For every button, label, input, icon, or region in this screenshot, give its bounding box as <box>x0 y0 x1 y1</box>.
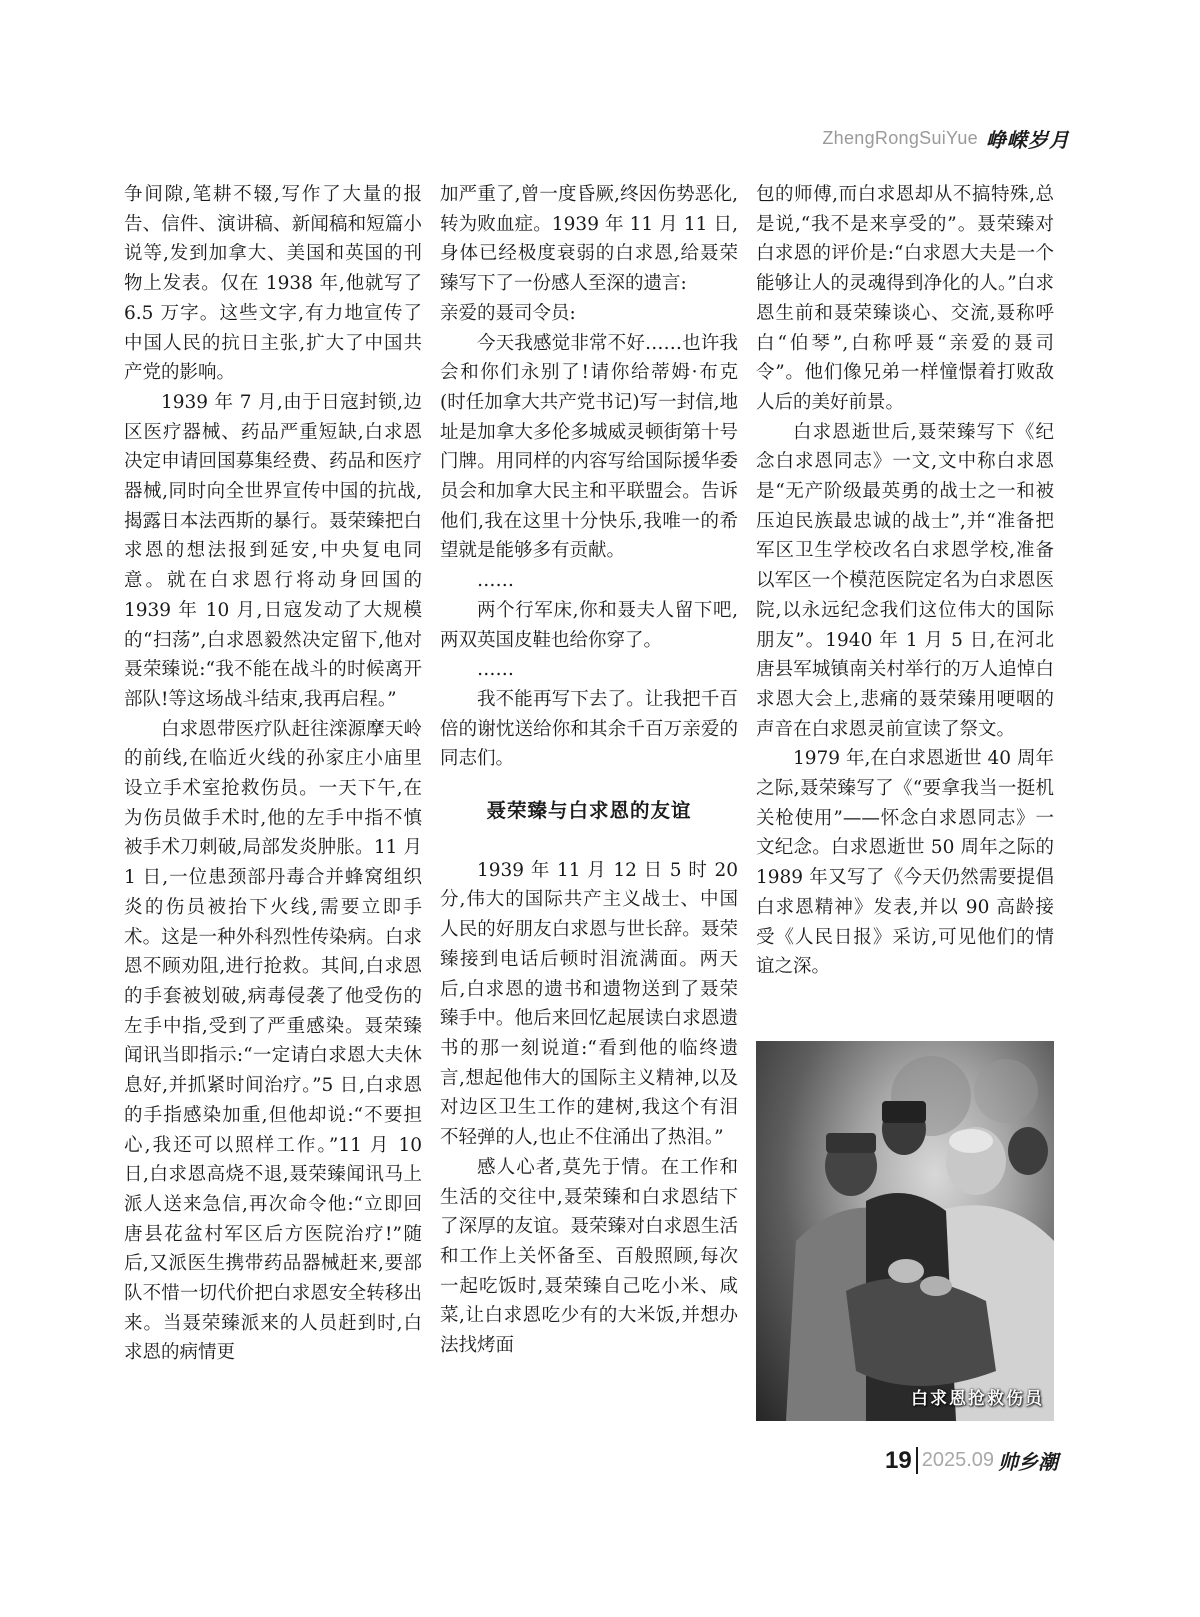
letter-ellipsis: …… <box>477 570 514 592</box>
paragraph: 1939 年 7 月,由于日寇封锁,边区医疗器械、药品严重短缺,白求恩决定申请回国募集经费、药品和医疗器械,同时向全世界宣传中国的抗战,揭露日本法西斯的暴行。聂荣臻把白求恩的想法报到延安,中央复电同意。就在白求恩行将动身回国的 1939 年 10 月,日寇发动了大规模的“扫荡”,白求恩毅然决定留下,他对聂荣臻说:“我不能在战斗的时候离开部队!等这场战斗结束,我再启程。” <box>124 391 422 710</box>
article-column-2 <box>440 180 738 1361</box>
paragraph: 1939 年 11 月 12 日 5 时 20 分,伟大的国际共产主义战士、中国人民的好朋友白求恩与世长辞。聂荣臻接到电话后顿时泪流满面。两天后,白求恩的遗书和遗物送到了聂荣臻手中。他后来回忆起展读白求恩遗书的那一刻说道:“看到他的临终遗言,想起他伟大的国际主义精神,以及对边区卫生工作的建树,我这个有泪不轻弹的人,也止不住涌出了热泪。” <box>440 859 738 1149</box>
magazine-logo: 帅乡潮 <box>998 1450 1058 1474</box>
photo-caption: 白求恩抢救伤员 <box>911 1389 1044 1409</box>
photo-illustration <box>756 1041 1054 1421</box>
issue-date: 2025.09 <box>921 1449 994 1471</box>
paragraph: 包的师傅,而白求恩却从不搞特殊,总是说,“我不是来享受的”。聂荣臻对白求恩的评价是:“白求恩大夫是一个能够让人的灵魂得到净化的人。”白求恩生前和聂荣臻谈心、交流,聂称呼白“伯琴”,白称呼聂“亲爱的聂司令”。他们像兄弟一样憧憬着打败敌人后的美好前景。 <box>756 184 1054 413</box>
paragraph: 加严重了,曾一度昏厥,终因伤势恶化,转为败血症。1939 年 11 月 11 日,身体已经极度衰弱的白求恩,给聂荣臻写下了一份感人至深的遗言: <box>440 184 738 295</box>
letter-paragraph: 两个行军床,你和聂夫人留下吧,两双英国皮鞋也给你穿了。 <box>440 599 738 651</box>
paragraph: 1979 年,在白求恩逝世 40 周年之际,聂荣臻写了《“要拿我当一挺机关枪使用”——怀念白求恩同志》一文纪念。白求恩逝世 50 周年之际的 1989 年又写了《今天仍然需要提倡白求恩精神》发表,并以 90 高龄接受《人民日报》采访,可见他们的情谊之深。 <box>756 748 1054 978</box>
article-column-1 <box>124 180 422 1368</box>
letter-salutation: 亲爱的聂司令员: <box>440 302 576 324</box>
page-number: 19 <box>885 1447 918 1474</box>
running-header <box>0 124 1070 164</box>
section-heading: 聂荣臻与白求恩的友谊 <box>486 799 692 823</box>
paragraph: 白求恩带医疗队赶往滦源摩天岭的前线,在临近火线的孙家庄小庙里设立手术室抢救伤员。一天下午,在为伤员做手术时,他的左手中指不慎被手术刀刺破,局部发炎肿胀。11 月 1 日,一位患颈部丹毒合并蜂窝组织炎的伤员被抬下火线,需要立即手术。这是一种外科烈性传染病。白求恩不顾劝阻,进行抢救。其间,白求恩的手套被划破,病毒侵袭了他受伤的左手中指,受到了严重感染。聂荣臻闻讯当即指示:“一定请白求恩大夫休息好,并抓紧时间治疗。”5 日,白求恩的手指感染加重,但他却说:“不要担心,我还可以照样工作。”11 月 10 日,白求恩高烧不退,聂荣臻闻讯马上派人送来急信,再次命令他:“立即回唐县花盆村军区后方医院治疗!”随后,又派医生携带药品器械赶来,要部队不惜一切代价把白求恩安全转移出来。当聂荣臻派来的人员赶到时,白求恩的病情更 <box>124 718 422 1364</box>
article-column-3 <box>756 180 1054 982</box>
paragraph: 白求恩逝世后,聂荣臻写下《纪念白求恩同志》一文,文中称白求恩是“无产阶级最英勇的战士之一和被压迫民族最忠诚的战士”,并“准备把军区卫生学校改名白求恩学校,准备以军区一个模范医院定名为白求恩医院,以永远纪念我们这位伟大的国际朋友”。1940 年 1 月 5 日,在河北唐县军城镇南关村举行的万人追悼白求恩大会上,悲痛的聂荣臻用哽咽的声音在白求恩灵前宣读了祭文。 <box>756 421 1054 740</box>
letter-paragraph: 今天我感觉非常不好……也许我会和你们永别了!请你给蒂姆·布克(时任加拿大共产党书记)写一封信,地址是加拿大多伦多城威灵顿街第十号门牌。用同样的内容写给国际援华委员会和加拿大民主和平联盟会。告诉他们,我在这里十分快乐,我唯一的希望就是能够多有贡献。 <box>440 332 738 562</box>
letter-paragraph: 我不能再写下去了。让我把千百倍的谢忱送给你和其余千百万亲爱的同志们。 <box>440 688 738 770</box>
letter-ellipsis: …… <box>477 659 514 681</box>
historical-photo <box>756 1041 1054 1421</box>
page-footer <box>0 1446 1058 1482</box>
paragraph: 争间隙,笔耕不辍,写作了大量的报告、信件、演讲稿、新闻稿和短篇小说等,发到加拿大、美国和英国的刊物上发表。仅在 1938 年,他就写了 6.5 万字。这些文字,有力地宣传了中国人民的抗日主张,扩大了中国共产党的影响。 <box>124 184 422 384</box>
paragraph: 感人心者,莫先于情。在工作和生活的交往中,聂荣臻和白求恩结下了深厚的友谊。聂荣臻对白求恩生活和工作上关怀备至、百般照顾,每次一起吃饭时,聂荣臻自己吃小米、咸菜,让白求恩吃少有的大米饭,并想办法找烤面 <box>440 1156 738 1357</box>
header-pinyin: ZhengRongSuiYue <box>822 128 978 148</box>
header-section-title: 峥嵘岁月 <box>986 128 1070 152</box>
